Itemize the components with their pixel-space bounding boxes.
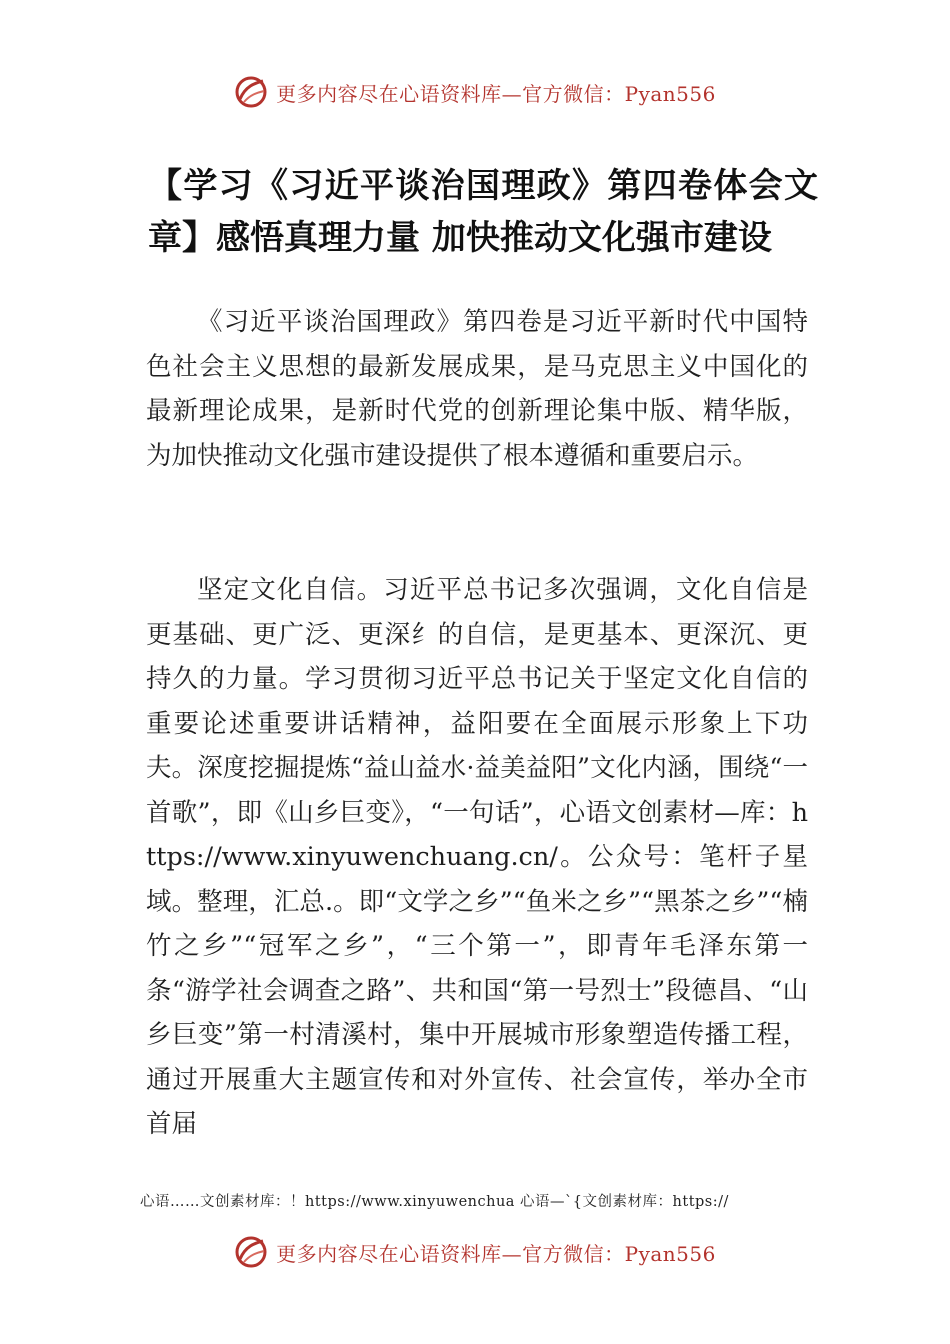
footnote-source-line: 心语……文创素材库：！https://www.xinyuwenchua 心语—`{文创素材库：https:// [140,1194,729,1210]
document-title: 【学习《习近平谈治国理政》第四卷体会文章】感悟真理力量 加快推动文化强市建设 [148,166,818,258]
red-emblem-icon [234,75,268,109]
red-emblem-icon [234,1235,268,1269]
header-watermark [0,72,950,112]
paragraph-cultural-confidence: 坚定文化自信。习近平总书记多次强调，文化自信是更基础、更广泛、更深纟的自信，是更基本、更深沉、更持久的力量。学习贯彻习近平总书记关于坚定文化自信的重要论述重要讲话精神，益阳要在全面展示形象上下功夫。深度挖掘提炼“益山益水·益美益阳”文化内涵，围绕“一首歌”，即《山乡巨变》，“一句话”，心语文创素材—库：https://www.xinyuwenchuang.cn/。公众号：笔杆子星域。整理，汇总.。即“文学之乡”“鱼米之乡”“黑茶之乡”“楠竹之乡”“冠军之乡”，“三个第一”，即青年毛泽东第一条“游学社会调查之路”、共和国“第一号烈士”段德昌、“山乡巨变”第一村清溪村，集中开展城市形象塑造传播工程，通过开展重大主题宣传和对外宣传、社会宣传，举办全市首届 [146,575,808,1139]
paragraph-intro: 《习近平谈治国理政》第四卷是习近平新时代中国特色社会主义思想的最新发展成果，是马克思主义中国化的最新理论成果，是新时代党的创新理论集中版、精华版，为加快推动文化强市建设提供了根本遵循和重要启示。 [146,307,808,471]
watermark-text: 更多内容尽在心语资料库—官方微信：Pyan556 [276,81,716,106]
footer-watermark [0,1232,950,1272]
watermark-text: 更多内容尽在心语资料库—官方微信：Pyan556 [276,1241,716,1266]
